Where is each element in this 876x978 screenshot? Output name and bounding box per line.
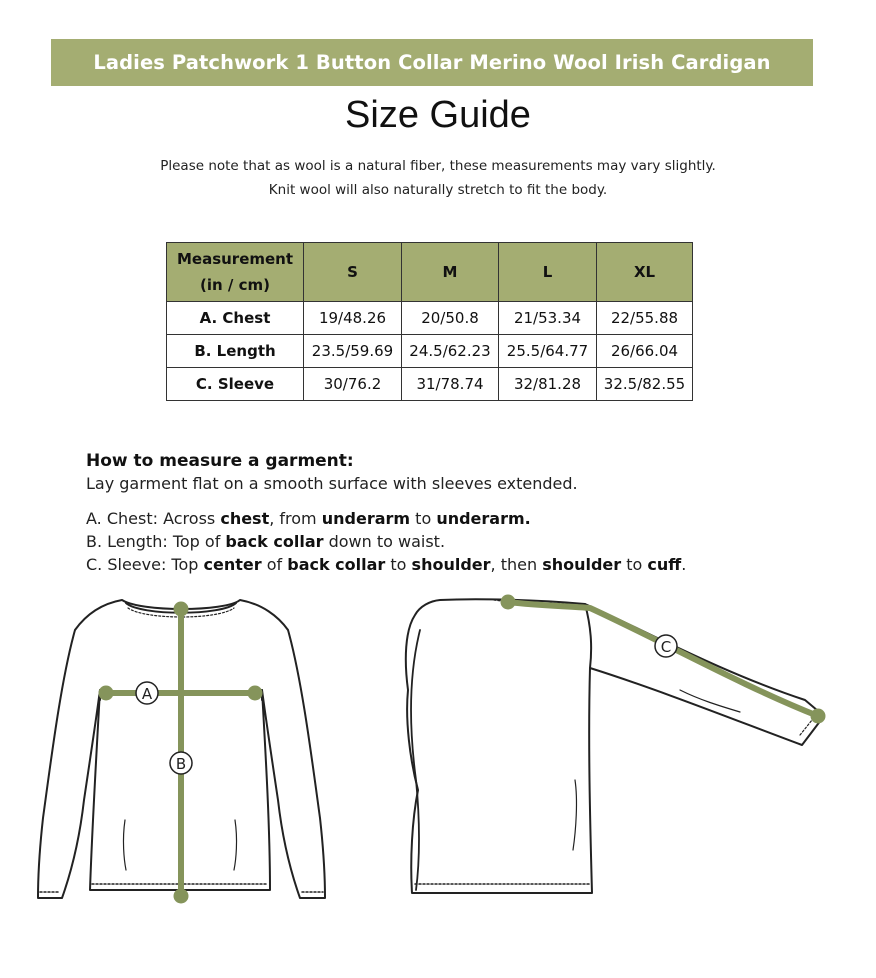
table-cell: 21/53.34: [499, 302, 597, 335]
measurement-header-line2: (in / cm): [200, 276, 270, 294]
table-cell: 32.5/82.55: [597, 368, 693, 401]
step-keyword: chest: [220, 509, 270, 528]
marker-b-label: B: [175, 755, 187, 773]
step-keyword: center: [203, 555, 262, 574]
row-label-chest: A. Chest: [167, 302, 304, 335]
measurement-header: [167, 243, 304, 302]
table-cell: 20/50.8: [402, 302, 499, 335]
size-header-xl: XL: [597, 243, 693, 302]
garment-diagram: [0, 580, 876, 910]
marker-a: [136, 682, 158, 704]
back-garment-illustration: [406, 599, 824, 893]
step-text: to: [410, 509, 437, 528]
step-keyword: cuff: [647, 555, 682, 574]
table-row: [167, 368, 693, 401]
step-keyword: shoulder: [411, 555, 491, 574]
step-sleeve: [86, 553, 686, 576]
size-guide-title: Size Guide: [345, 94, 531, 136]
step-keyword: back collar: [225, 532, 324, 551]
chest-end-dot: [248, 686, 263, 701]
table-cell: 31/78.74: [402, 368, 499, 401]
step-text: , then: [490, 555, 543, 574]
step-text: Top of: [167, 532, 226, 551]
note-line-1: Please note that as wool is a natural fiber, these measurements may vary slightly.: [160, 158, 716, 174]
step-text: to: [621, 555, 648, 574]
step-chest: [86, 507, 686, 530]
step-length-prefix: B. Length:: [86, 532, 168, 551]
step-text: down to waist.: [323, 532, 446, 551]
measurement-header-line1: Measurement: [176, 250, 294, 268]
step-keyword: back collar: [287, 555, 386, 574]
table-cell: 26/66.04: [597, 335, 693, 368]
step-text: Top: [166, 555, 204, 574]
size-table-header-row: [167, 243, 693, 302]
sleeve-measure-line: [501, 595, 826, 724]
step-keyword: shoulder: [542, 555, 622, 574]
title-banner: [51, 39, 813, 86]
step-length: [86, 530, 686, 553]
step-chest-prefix: A. Chest:: [86, 509, 158, 528]
table-cell: 24.5/62.23: [402, 335, 499, 368]
row-label-length: B. Length: [167, 335, 304, 368]
note-line-2: Knit wool will also naturally stretch to fit the body.: [268, 182, 608, 198]
step-text: .: [681, 555, 687, 574]
table-row: [167, 335, 693, 368]
size-header-m: M: [402, 243, 499, 302]
table-cell: 32/81.28: [499, 368, 597, 401]
step-text: to: [385, 555, 412, 574]
chest-start-dot: [99, 686, 114, 701]
marker-c-label: C: [660, 638, 672, 656]
size-header-s: S: [304, 243, 402, 302]
sleeve-measure-path: [508, 602, 818, 716]
how-to-subheading: Lay garment flat on a smooth surface with sleeves extended.: [86, 474, 578, 493]
marker-a-label: A: [141, 685, 153, 703]
step-sleeve-prefix: C. Sleeve:: [86, 555, 167, 574]
size-table: [166, 242, 693, 401]
sleeve-end-dot: [811, 709, 826, 724]
table-cell: 23.5/59.69: [304, 335, 402, 368]
length-start-dot: [174, 602, 189, 617]
table-row: [167, 302, 693, 335]
length-end-dot: [174, 889, 189, 904]
step-keyword: underarm.: [436, 509, 531, 528]
table-cell: 30/76.2: [304, 368, 402, 401]
how-to-heading: How to measure a garment:: [86, 451, 354, 471]
table-cell: 25.5/64.77: [499, 335, 597, 368]
measure-steps: [86, 507, 686, 576]
step-keyword: underarm: [321, 509, 411, 528]
step-text: Across: [158, 509, 221, 528]
marker-c: [655, 635, 677, 657]
size-header-l: L: [499, 243, 597, 302]
table-cell: 22/55.88: [597, 302, 693, 335]
sleeve-start-dot: [501, 595, 516, 610]
step-text: of: [261, 555, 288, 574]
banner-title: Ladies Patchwork 1 Button Collar Merino Wool Irish Cardigan: [93, 51, 771, 74]
marker-b: [170, 752, 192, 774]
how-to-measure-section: [86, 449, 686, 576]
step-text: , from: [269, 509, 322, 528]
table-cell: 19/48.26: [304, 302, 402, 335]
row-label-sleeve: C. Sleeve: [167, 368, 304, 401]
